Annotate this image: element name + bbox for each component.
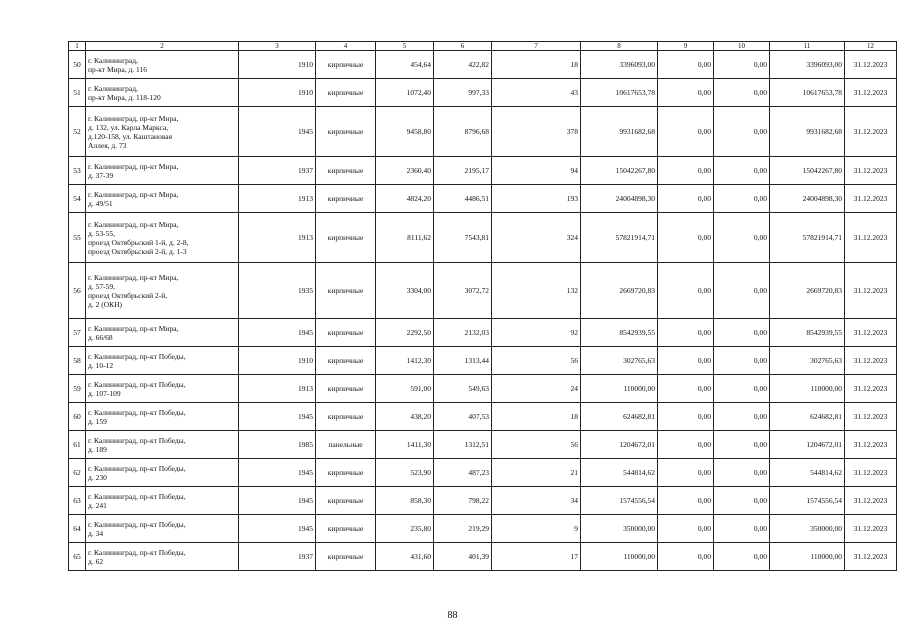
column-header: 7 — [492, 42, 581, 51]
table-row — [69, 431, 897, 459]
owners-funds-cell: 544814,62 — [770, 459, 845, 487]
row-number: 54 — [69, 185, 86, 213]
cost-cell: 1204672,01 — [581, 431, 658, 459]
year-built-cell: 1910 — [239, 79, 316, 107]
other-fund-cell: 0,00 — [714, 403, 770, 431]
fund-cell: 0,00 — [658, 319, 714, 347]
living-area-cell: 4486,51 — [434, 185, 492, 213]
fund-cell: 0,00 — [658, 487, 714, 515]
residents-cell: 17 — [492, 543, 581, 571]
address-cell: г. Калининград, пр-кт Мира, д. 66/68 — [86, 319, 239, 347]
column-header: 9 — [658, 42, 714, 51]
row-number: 51 — [69, 79, 86, 107]
year-built-cell: 1945 — [239, 107, 316, 157]
owners-funds-cell: 110000,00 — [770, 543, 845, 571]
fund-cell: 0,00 — [658, 157, 714, 185]
owners-funds-cell: 110000,00 — [770, 375, 845, 403]
row-number: 50 — [69, 51, 86, 79]
wall-material-cell: кирпичные — [316, 263, 376, 319]
fund-cell: 0,00 — [658, 543, 714, 571]
fund-cell: 0,00 — [658, 431, 714, 459]
living-area-cell: 219,29 — [434, 515, 492, 543]
year-built-cell: 1910 — [239, 347, 316, 375]
deadline-cell: 31.12.2023 — [845, 487, 897, 515]
table-row — [69, 487, 897, 515]
deadline-cell: 31.12.2023 — [845, 107, 897, 157]
fund-cell: 0,00 — [658, 79, 714, 107]
living-area-cell: 3072,72 — [434, 263, 492, 319]
year-built-cell: 1935 — [239, 263, 316, 319]
wall-material-cell: кирпичные — [316, 375, 376, 403]
table-row — [69, 157, 897, 185]
row-number: 60 — [69, 403, 86, 431]
cost-cell: 350000,00 — [581, 515, 658, 543]
total-area-cell: 9458,80 — [376, 107, 434, 157]
table-row — [69, 375, 897, 403]
column-header: 1 — [69, 42, 86, 51]
other-fund-cell: 0,00 — [714, 185, 770, 213]
living-area-cell: 549,63 — [434, 375, 492, 403]
page-number: 88 — [447, 610, 458, 621]
total-area-cell: 3304,00 — [376, 263, 434, 319]
other-fund-cell: 0,00 — [714, 459, 770, 487]
deadline-cell: 31.12.2023 — [845, 403, 897, 431]
owners-funds-cell: 1574556,54 — [770, 487, 845, 515]
table-row — [69, 403, 897, 431]
cost-cell: 110000,00 — [581, 543, 658, 571]
wall-material-cell: кирпичные — [316, 79, 376, 107]
other-fund-cell: 0,00 — [714, 319, 770, 347]
deadline-cell: 31.12.2023 — [845, 431, 897, 459]
other-fund-cell: 0,00 — [714, 487, 770, 515]
owners-funds-cell: 24004898,30 — [770, 185, 845, 213]
residents-cell: 34 — [492, 487, 581, 515]
cost-cell: 15042267,80 — [581, 157, 658, 185]
total-area-cell: 4824,20 — [376, 185, 434, 213]
living-area-cell: 407,53 — [434, 403, 492, 431]
owners-funds-cell: 9931682,68 — [770, 107, 845, 157]
address-cell: г. Калининград, пр-кт Победы, д. 241 — [86, 487, 239, 515]
column-header: 11 — [770, 42, 845, 51]
other-fund-cell: 0,00 — [714, 51, 770, 79]
row-number: 64 — [69, 515, 86, 543]
residents-cell: 193 — [492, 185, 581, 213]
column-header: 5 — [376, 42, 434, 51]
residents-cell: 56 — [492, 347, 581, 375]
column-header: 12 — [845, 42, 897, 51]
address-cell: г. Калининград, пр-кт Мира, д. 53-55, проезд Октябрьский 1-й, д. 2-8, проезд Октябрьский 2-й, д. 1-3 — [86, 213, 239, 263]
row-number: 52 — [69, 107, 86, 157]
other-fund-cell: 0,00 — [714, 375, 770, 403]
year-built-cell: 1945 — [239, 319, 316, 347]
row-number: 55 — [69, 213, 86, 263]
other-fund-cell: 0,00 — [714, 431, 770, 459]
table-row — [69, 263, 897, 319]
row-number: 59 — [69, 375, 86, 403]
living-area-cell: 401,39 — [434, 543, 492, 571]
column-header: 6 — [434, 42, 492, 51]
residents-cell: 92 — [492, 319, 581, 347]
fund-cell: 0,00 — [658, 459, 714, 487]
year-built-cell: 1945 — [239, 403, 316, 431]
row-number: 53 — [69, 157, 86, 185]
cost-cell: 110000,00 — [581, 375, 658, 403]
other-fund-cell: 0,00 — [714, 213, 770, 263]
owners-funds-cell: 3396093,00 — [770, 51, 845, 79]
cost-cell: 3396093,00 — [581, 51, 658, 79]
wall-material-cell: кирпичные — [316, 403, 376, 431]
year-built-cell: 1945 — [239, 459, 316, 487]
cost-cell: 2669720,83 — [581, 263, 658, 319]
address-cell: г. Калининград, пр-кт Мира, д. 116 — [86, 51, 239, 79]
deadline-cell: 31.12.2023 — [845, 319, 897, 347]
residents-cell: 132 — [492, 263, 581, 319]
year-built-cell: 1913 — [239, 185, 316, 213]
deadline-cell: 31.12.2023 — [845, 213, 897, 263]
owners-funds-cell: 8542939,55 — [770, 319, 845, 347]
table-row — [69, 213, 897, 263]
fund-cell: 0,00 — [658, 375, 714, 403]
year-built-cell: 1937 — [239, 543, 316, 571]
address-cell: г. Калининград, пр-кт Победы, д. 34 — [86, 515, 239, 543]
deadline-cell: 31.12.2023 — [845, 79, 897, 107]
row-number: 65 — [69, 543, 86, 571]
living-area-cell: 798,22 — [434, 487, 492, 515]
table-body — [69, 51, 897, 571]
owners-funds-cell: 1204672,01 — [770, 431, 845, 459]
column-header: 10 — [714, 42, 770, 51]
table-row — [69, 51, 897, 79]
living-area-cell: 422,82 — [434, 51, 492, 79]
living-area-cell: 2132,03 — [434, 319, 492, 347]
wall-material-cell: панельные — [316, 431, 376, 459]
year-built-cell: 1945 — [239, 515, 316, 543]
fund-cell: 0,00 — [658, 347, 714, 375]
wall-material-cell: кирпичные — [316, 459, 376, 487]
residents-cell: 56 — [492, 431, 581, 459]
residents-cell: 18 — [492, 403, 581, 431]
year-built-cell: 1913 — [239, 375, 316, 403]
residents-cell: 43 — [492, 79, 581, 107]
living-area-cell: 1313,44 — [434, 347, 492, 375]
cost-cell: 57821914,71 — [581, 213, 658, 263]
total-area-cell: 438,20 — [376, 403, 434, 431]
address-cell: г. Калининград, пр-кт Победы, д. 62 — [86, 543, 239, 571]
total-area-cell: 2292,50 — [376, 319, 434, 347]
table-row — [69, 185, 897, 213]
deadline-cell: 31.12.2023 — [845, 347, 897, 375]
address-cell: г. Калининград, пр-кт Мира, д. 118-120 — [86, 79, 239, 107]
deadline-cell: 31.12.2023 — [845, 185, 897, 213]
total-area-cell: 523,90 — [376, 459, 434, 487]
deadline-cell: 31.12.2023 — [845, 51, 897, 79]
owners-funds-cell: 57821914,71 — [770, 213, 845, 263]
fund-cell: 0,00 — [658, 263, 714, 319]
column-number-row — [69, 42, 897, 51]
total-area-cell: 235,80 — [376, 515, 434, 543]
owners-funds-cell: 15042267,80 — [770, 157, 845, 185]
year-built-cell: 1910 — [239, 51, 316, 79]
deadline-cell: 31.12.2023 — [845, 459, 897, 487]
column-header: 2 — [86, 42, 239, 51]
total-area-cell: 8111,62 — [376, 213, 434, 263]
total-area-cell: 858,30 — [376, 487, 434, 515]
table-row — [69, 459, 897, 487]
wall-material-cell: кирпичные — [316, 213, 376, 263]
living-area-cell: 2195,17 — [434, 157, 492, 185]
other-fund-cell: 0,00 — [714, 157, 770, 185]
cost-cell: 10617653,78 — [581, 79, 658, 107]
living-area-cell: 997,33 — [434, 79, 492, 107]
column-header: 3 — [239, 42, 316, 51]
wall-material-cell: кирпичные — [316, 543, 376, 571]
year-built-cell: 1985 — [239, 431, 316, 459]
total-area-cell: 1411,30 — [376, 431, 434, 459]
row-number: 63 — [69, 487, 86, 515]
cost-cell: 544814,62 — [581, 459, 658, 487]
deadline-cell: 31.12.2023 — [845, 263, 897, 319]
address-cell: г. Калининград, пр-кт Победы, д. 10-12 — [86, 347, 239, 375]
cost-cell: 8542939,55 — [581, 319, 658, 347]
residents-cell: 94 — [492, 157, 581, 185]
address-cell: г. Калининград, пр-кт Мира, д. 57-59, проезд Октябрьский 2-й, д. 2 (ОКН) — [86, 263, 239, 319]
table-row — [69, 515, 897, 543]
address-cell: г. Калининград, пр-кт Мира, д. 49/51 — [86, 185, 239, 213]
table-row — [69, 79, 897, 107]
wall-material-cell: кирпичные — [316, 515, 376, 543]
wall-material-cell: кирпичные — [316, 185, 376, 213]
owners-funds-cell: 350000,00 — [770, 515, 845, 543]
table-row — [69, 347, 897, 375]
residents-cell: 18 — [492, 51, 581, 79]
cost-cell: 9931682,68 — [581, 107, 658, 157]
fund-cell: 0,00 — [658, 515, 714, 543]
address-cell: г. Калининград, пр-кт Победы, д. 107-109 — [86, 375, 239, 403]
address-cell: г. Калининград, пр-кт Победы, д. 189 — [86, 431, 239, 459]
address-cell: г. Калининград, пр-кт Победы, д. 230 — [86, 459, 239, 487]
other-fund-cell: 0,00 — [714, 347, 770, 375]
owners-funds-cell: 302765,63 — [770, 347, 845, 375]
wall-material-cell: кирпичные — [316, 347, 376, 375]
table-row — [69, 319, 897, 347]
living-area-cell: 8796,68 — [434, 107, 492, 157]
total-area-cell: 2360,40 — [376, 157, 434, 185]
deadline-cell: 31.12.2023 — [845, 543, 897, 571]
wall-material-cell: кирпичные — [316, 319, 376, 347]
table-row — [69, 543, 897, 571]
total-area-cell: 431,60 — [376, 543, 434, 571]
other-fund-cell: 0,00 — [714, 515, 770, 543]
deadline-cell: 31.12.2023 — [845, 375, 897, 403]
fund-cell: 0,00 — [658, 403, 714, 431]
owners-funds-cell: 10617653,78 — [770, 79, 845, 107]
other-fund-cell: 0,00 — [714, 543, 770, 571]
fund-cell: 0,00 — [658, 213, 714, 263]
other-fund-cell: 0,00 — [714, 263, 770, 319]
total-area-cell: 1412,30 — [376, 347, 434, 375]
residents-cell: 324 — [492, 213, 581, 263]
row-number: 62 — [69, 459, 86, 487]
other-fund-cell: 0,00 — [714, 107, 770, 157]
residents-cell: 24 — [492, 375, 581, 403]
wall-material-cell: кирпичные — [316, 157, 376, 185]
cost-cell: 1574556,54 — [581, 487, 658, 515]
row-number: 56 — [69, 263, 86, 319]
residents-cell: 21 — [492, 459, 581, 487]
fund-cell: 0,00 — [658, 51, 714, 79]
living-area-cell: 7543,81 — [434, 213, 492, 263]
total-area-cell: 454,64 — [376, 51, 434, 79]
cost-cell: 302765,63 — [581, 347, 658, 375]
living-area-cell: 487,23 — [434, 459, 492, 487]
address-cell: г. Калининград, пр-кт Мира, д. 132, ул. Карла Маркса, д.120-158, ул. Каштановая Аллея, д. 73 — [86, 107, 239, 157]
year-built-cell: 1945 — [239, 487, 316, 515]
other-fund-cell: 0,00 — [714, 79, 770, 107]
table-row — [69, 107, 897, 157]
housing-register-table — [68, 41, 897, 571]
residents-cell: 378 — [492, 107, 581, 157]
wall-material-cell: кирпичные — [316, 487, 376, 515]
row-number: 57 — [69, 319, 86, 347]
fund-cell: 0,00 — [658, 107, 714, 157]
deadline-cell: 31.12.2023 — [845, 515, 897, 543]
residents-cell: 9 — [492, 515, 581, 543]
column-header: 8 — [581, 42, 658, 51]
year-built-cell: 1913 — [239, 213, 316, 263]
address-cell: г. Калининград, пр-кт Мира, д. 37-39 — [86, 157, 239, 185]
wall-material-cell: кирпичные — [316, 107, 376, 157]
wall-material-cell: кирпичные — [316, 51, 376, 79]
year-built-cell: 1937 — [239, 157, 316, 185]
deadline-cell: 31.12.2023 — [845, 157, 897, 185]
owners-funds-cell: 624682,81 — [770, 403, 845, 431]
column-header: 4 — [316, 42, 376, 51]
cost-cell: 624682,81 — [581, 403, 658, 431]
living-area-cell: 1312,51 — [434, 431, 492, 459]
fund-cell: 0,00 — [658, 185, 714, 213]
address-cell: г. Калининград, пр-кт Победы, д. 159 — [86, 403, 239, 431]
cost-cell: 24004898,30 — [581, 185, 658, 213]
owners-funds-cell: 2669720,83 — [770, 263, 845, 319]
row-number: 58 — [69, 347, 86, 375]
total-area-cell: 1072,40 — [376, 79, 434, 107]
total-area-cell: 591,00 — [376, 375, 434, 403]
row-number: 61 — [69, 431, 86, 459]
